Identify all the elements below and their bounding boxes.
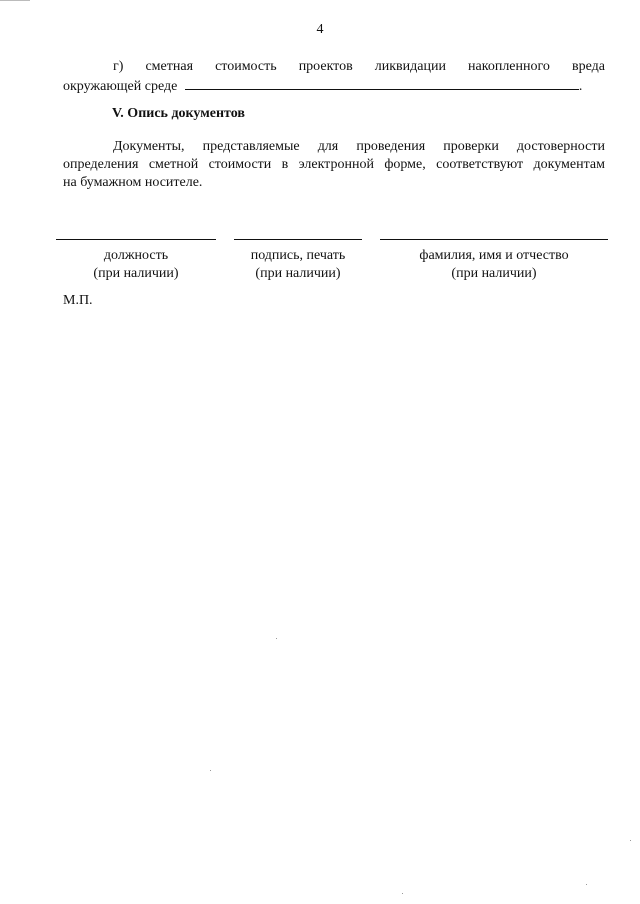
- scan-speck: [210, 770, 211, 771]
- scan-edge-mark: [0, 0, 30, 1]
- scan-speck: [276, 638, 277, 639]
- position-label: должность: [103, 248, 169, 263]
- section-title: V. Опись документов: [112, 106, 245, 121]
- paragraph-word: представляемые: [202, 139, 300, 154]
- item-g-marker: г): [113, 59, 124, 74]
- paragraph-line1: [63, 138, 605, 156]
- position-caption: [56, 247, 216, 283]
- sign-caption: [218, 247, 378, 283]
- paragraph-line3: на бумажном носителе.: [63, 175, 203, 190]
- item-g-word: сметная: [145, 59, 194, 74]
- scan-speck: [630, 840, 631, 841]
- item-g-line2: [63, 76, 605, 96]
- item-g-word: проектов: [298, 59, 353, 74]
- position-note: (при наличии): [93, 266, 179, 281]
- paragraph-word: электронной: [298, 157, 374, 172]
- sign-signature-line: [234, 239, 362, 240]
- name-label: фамилия, имя и отчество: [419, 248, 569, 263]
- paragraph-line2: [63, 156, 605, 174]
- name-signature-line: [380, 239, 608, 240]
- paragraph-word: для: [317, 139, 339, 154]
- item-g-word: стоимость: [215, 59, 277, 74]
- item-g-word: накопленного: [468, 59, 550, 74]
- sign-label: подпись, печать: [250, 248, 346, 263]
- scan-speck: [402, 893, 403, 894]
- paragraph-word: проведения: [356, 139, 426, 154]
- paragraph-word: документам: [533, 157, 605, 172]
- paragraph-word: достоверности: [516, 139, 605, 154]
- blank-fill-line: [185, 76, 579, 90]
- paragraph-word: в: [281, 157, 289, 172]
- item-g-line2-text: окружающей среде: [63, 79, 178, 94]
- paragraph-word: соответствуют: [436, 157, 524, 172]
- paragraph-word: Документы,: [113, 139, 185, 154]
- scan-speck: [586, 884, 587, 885]
- stamp-place-label: М.П.: [63, 293, 93, 308]
- paragraph-word: форме,: [384, 157, 426, 172]
- position-signature-line: [56, 239, 216, 240]
- paragraph-word: стоимости: [208, 157, 272, 172]
- item-g-word: ликвидации: [374, 59, 446, 74]
- sign-note: (при наличии): [255, 266, 341, 281]
- name-caption: [380, 247, 608, 283]
- item-g-line1: [63, 58, 605, 76]
- page-number: 4: [316, 22, 324, 37]
- paragraph-word: определения: [63, 157, 139, 172]
- paragraph-word: проверки: [443, 139, 499, 154]
- name-note: (при наличии): [451, 266, 537, 281]
- paragraph-word: сметной: [148, 157, 199, 172]
- item-g-word: вреда: [571, 59, 605, 74]
- item-g-line2-end: .: [578, 79, 583, 94]
